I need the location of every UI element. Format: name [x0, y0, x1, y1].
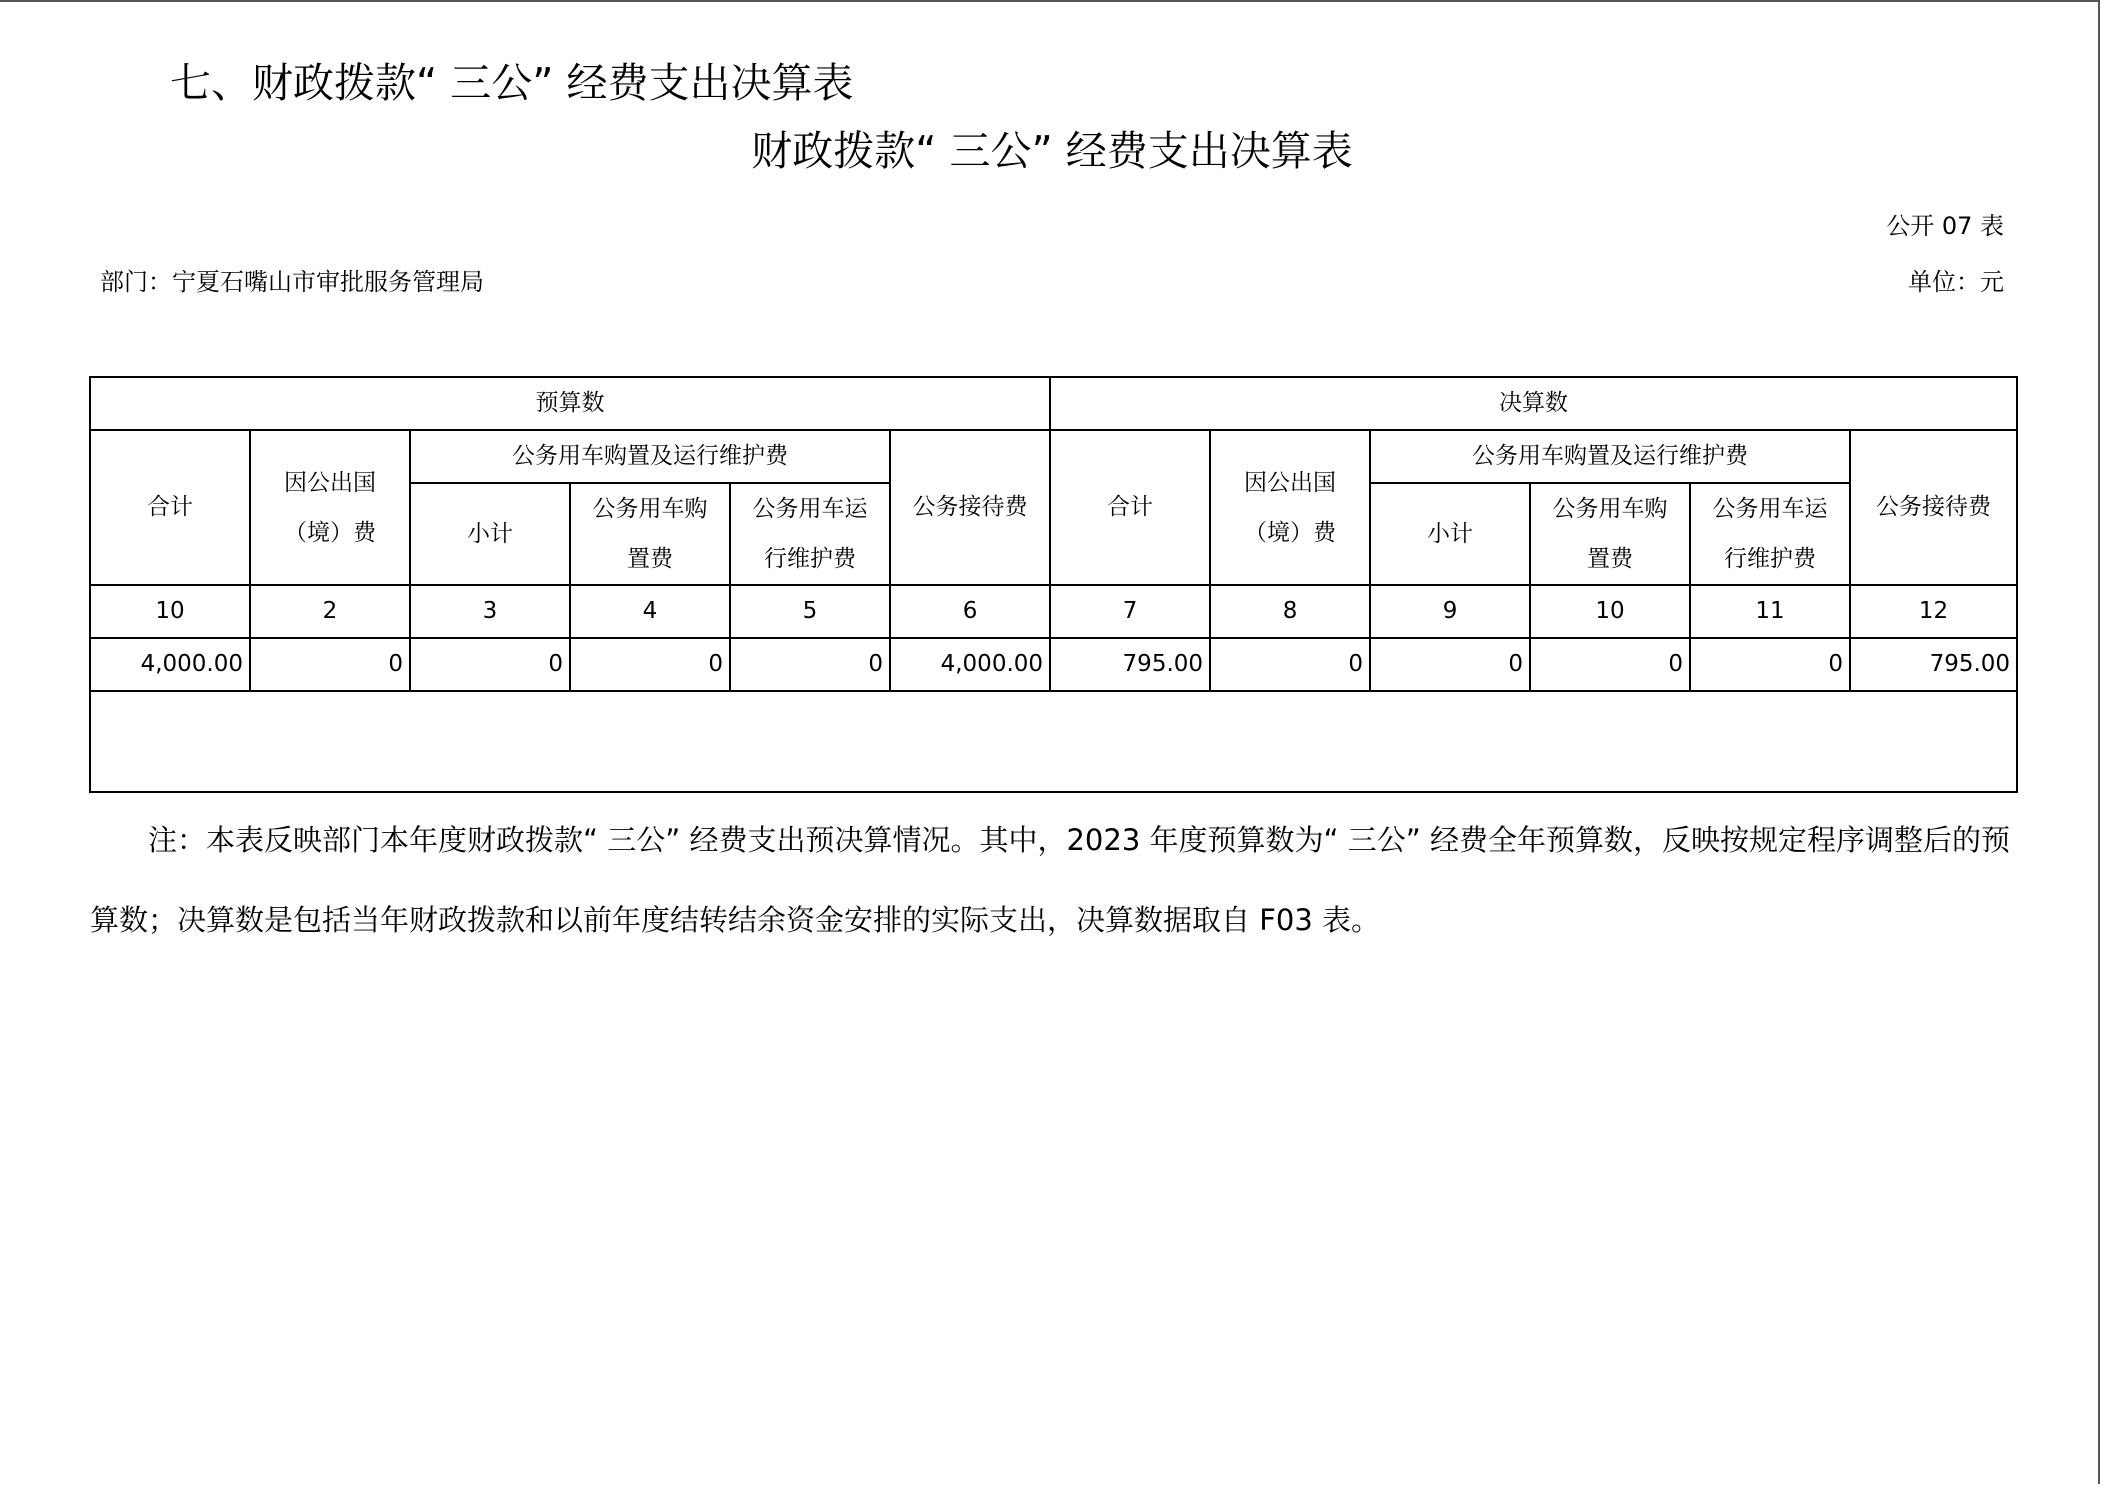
header-operate: 公务用车运 行维护费 [730, 483, 890, 585]
value-cell: 0 [410, 638, 570, 691]
value-row [90, 638, 2017, 691]
index-cell: 8 [1210, 585, 1370, 638]
header-reception: 公务接待费 [1850, 430, 2017, 585]
value-cell: 0 [250, 638, 410, 691]
index-cell: 12 [1850, 585, 2017, 638]
index-cell: 4 [570, 585, 730, 638]
value-cell: 0 [730, 638, 890, 691]
header-purchase: 公务用车购 置费 [570, 483, 730, 585]
value-cell: 0 [1210, 638, 1370, 691]
header-vehicle-group: 公务用车购置及运行维护费 [410, 430, 890, 483]
group-final: 决算数 [1050, 377, 2017, 430]
header-vehicle-group: 公务用车购置及运行维护费 [1370, 430, 1850, 483]
value-cell: 4,000.00 [890, 638, 1050, 691]
header-abroad: 因公出国 （境）费 [1210, 430, 1370, 585]
group-budget: 预算数 [90, 377, 1050, 430]
table-note: 注：本表反映部门本年度财政拨款“ 三公” 经费支出预决算情况。其中，2023 年度预算数为“ 三公” 经费全年预算数，反映按规定程序调整后的预算数；决算数是包括当年财政拨款和以前年度结转结余资金安排的实际支出，决算数据取自 F03 表。 [90, 823, 2010, 937]
header-operate: 公务用车运 行维护费 [1690, 483, 1850, 585]
unit-label: 单位：元 [1908, 268, 2004, 296]
header-total: 合计 [90, 430, 250, 585]
value-cell: 4,000.00 [90, 638, 250, 691]
header-subtotal: 小计 [1370, 483, 1530, 585]
header-reception: 公务接待费 [890, 430, 1050, 585]
index-cell: 10 [1530, 585, 1690, 638]
column-header-row [90, 430, 2017, 483]
index-cell: 2 [250, 585, 410, 638]
header-abroad: 因公出国 （境）费 [250, 430, 410, 585]
index-cell: 9 [1370, 585, 1530, 638]
department-label: 部门：宁夏石嘴山市审批服务管理局 [100, 268, 484, 296]
index-cell: 3 [410, 585, 570, 638]
blank-cell [90, 691, 2017, 792]
value-cell: 0 [1690, 638, 1850, 691]
value-cell: 795.00 [1850, 638, 2017, 691]
index-cell: 10 [90, 585, 250, 638]
blank-row [90, 691, 2017, 792]
index-cell: 5 [730, 585, 890, 638]
group-header-row [90, 377, 2017, 430]
index-row [90, 585, 2017, 638]
header-purchase: 公务用车购 置费 [1530, 483, 1690, 585]
form-code: 公开 07 表 [1886, 212, 2004, 240]
value-cell: 0 [1530, 638, 1690, 691]
index-cell: 6 [890, 585, 1050, 638]
header-total: 合计 [1050, 430, 1210, 585]
index-cell: 11 [1690, 585, 1850, 638]
index-cell: 7 [1050, 585, 1210, 638]
value-cell: 0 [570, 638, 730, 691]
value-cell: 0 [1370, 638, 1530, 691]
expenditure-table [89, 376, 2018, 793]
value-cell: 795.00 [1050, 638, 1210, 691]
section-title: 七、财政拨款“ 三公” 经费支出决算表 [170, 59, 854, 107]
header-subtotal: 小计 [410, 483, 570, 585]
table-title: 财政拨款“ 三公” 经费支出决算表 [751, 127, 1353, 175]
